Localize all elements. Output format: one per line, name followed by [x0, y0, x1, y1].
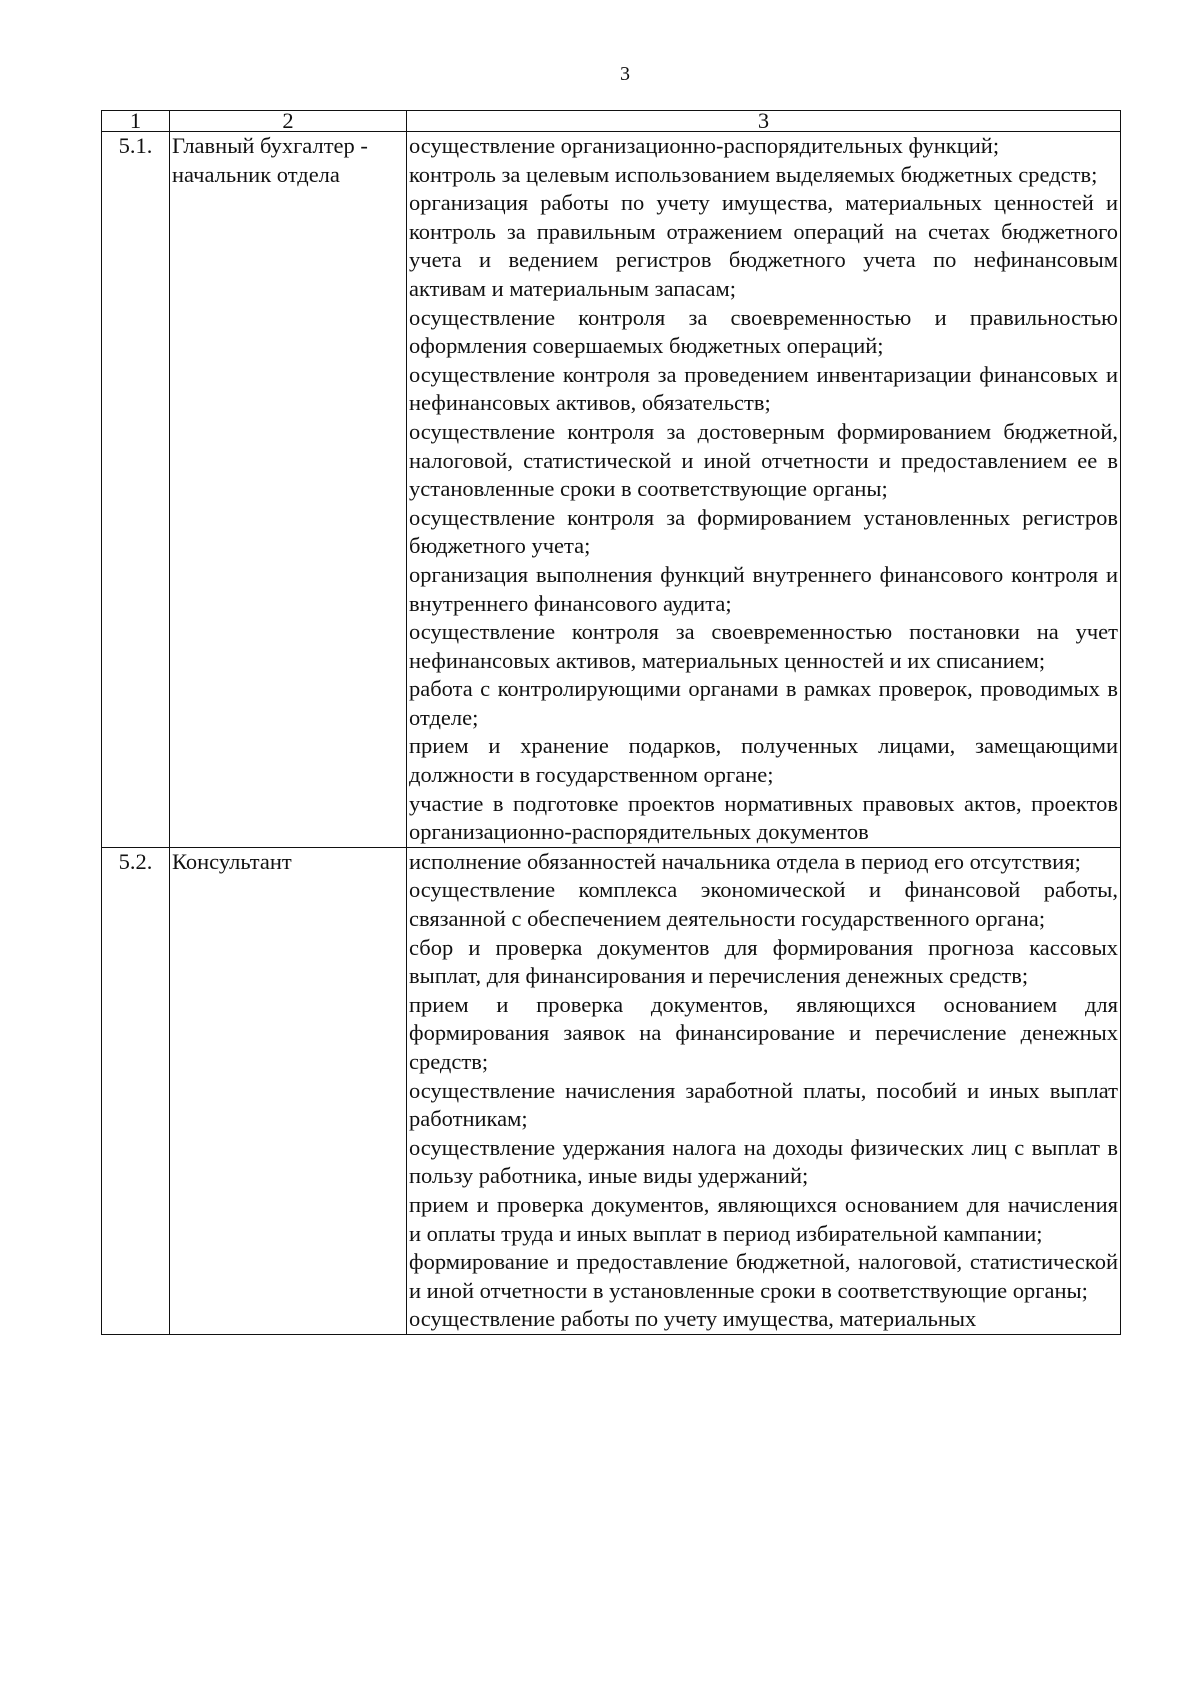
duty-item: прием и проверка документов, являющихся основанием для начисления и оплаты труда и иных выплат в период избирательной кампании; [409, 1191, 1118, 1246]
duty-item: осуществление начисления заработной платы, пособий и иных выплат работникам; [409, 1077, 1118, 1132]
duties-cell [407, 847, 1121, 1334]
duty-item: прием и проверка документов, являющихся основанием для формирования заявок на финансирование и перечисление денежных средств; [409, 991, 1118, 1074]
table-row [102, 132, 1121, 848]
position-cell [170, 847, 407, 1334]
duties-cell [407, 132, 1121, 848]
duty-item: осуществление контроля за достоверным формированием бюджетной, налоговой, статистической и иной отчетности и предоставлением ее в установленные сроки в соответствующие органы; [409, 418, 1118, 502]
duties-table [101, 110, 1121, 1335]
position-name: Консультант [172, 848, 292, 874]
duty-item: исполнение обязанностей начальника отдела в период его отсутствия; [409, 848, 1081, 874]
column-header-position: 2 [170, 111, 407, 132]
duty-item: осуществление контроля за своевременностью и правильностью оформления совершаемых бюджетных операций; [409, 304, 1118, 359]
duty-item: формирование и предоставление бюджетной, налоговой, статистической и иной отчетности в установленные сроки в соответствующие органы; [409, 1249, 1118, 1303]
duty-item: работа с контролирующими органами в рамках проверок, проводимых в отделе; [409, 676, 1118, 730]
duty-item: прием и хранение подарков, полученных лицами, замещающими должности в государственном органе; [409, 733, 1118, 788]
duty-item: осуществление контроля за проведением инвентаризации финансовых и нефинансовых активов, обязательств; [409, 361, 1118, 416]
duty-item: контроль за целевым использованием выделяемых бюджетных средств; [409, 161, 1098, 187]
position-cell [170, 132, 407, 848]
column-header-duties: 3 [407, 111, 1121, 132]
duty-item: осуществление контроля за своевременностью постановки на учет нефинансовых активов, материальных ценностей и их списанием; [409, 619, 1118, 673]
table-row [102, 847, 1121, 1334]
duty-item: организация выполнения функций внутреннего финансового контроля и внутреннего финансового аудита; [409, 561, 1118, 616]
duty-item: участие в подготовке проектов нормативных правовых актов, проектов организационно-распорядительных документов [409, 790, 1118, 845]
position-name: Главный бухгалтер - начальник отдела [172, 133, 368, 187]
row-number: 5.1. [102, 132, 170, 848]
duty-item: сбор и проверка документов для формирования прогноза кассовых выплат, для финансирования и перечисления денежных средств; [409, 934, 1118, 989]
duty-item: осуществление работы по учету имущества, материальных [409, 1306, 977, 1332]
duty-item: осуществление комплекса экономической и финансовой работы, связанной с обеспечением деятельности государственного органа; [409, 877, 1118, 932]
duty-item: осуществление организационно-распорядительных функций; [409, 133, 1000, 158]
table-header-row [102, 111, 1121, 132]
column-header-number: 1 [102, 111, 170, 132]
page-number: 3 [620, 63, 630, 85]
row-number: 5.2. [102, 847, 170, 1334]
duty-item: осуществление контроля за формированием установленных регистров бюджетного учета; [409, 504, 1118, 559]
duty-item: осуществление удержания налога на доходы физических лиц с выплат в пользу работника, иные виды удержаний; [409, 1134, 1118, 1189]
duty-item: организация работы по учету имущества, материальных ценностей и контроль за правильным отражением операций на счетах бюджетного учета и ведением регистров бюджетного учета по нефинансовым активам и материальным запасам; [409, 190, 1118, 301]
